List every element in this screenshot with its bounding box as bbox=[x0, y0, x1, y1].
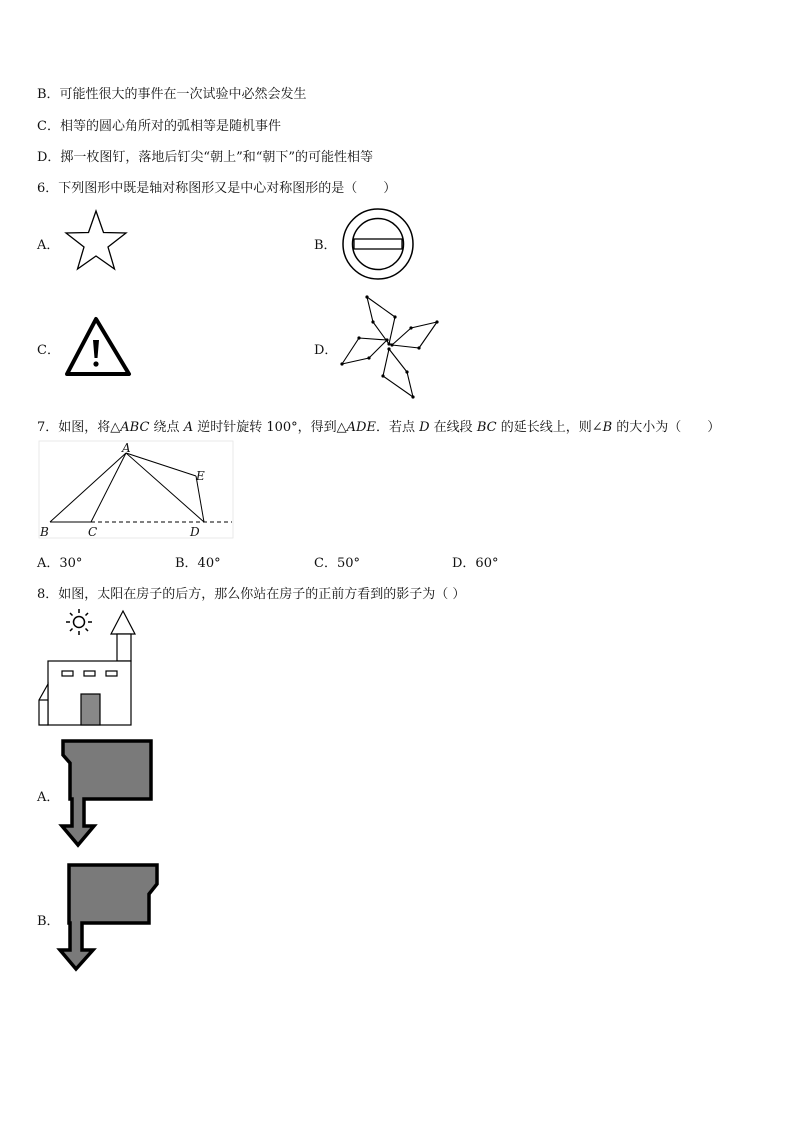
warning-triangle-figure bbox=[64, 316, 132, 378]
shadow-shape-b-icon bbox=[60, 862, 162, 976]
q6-option-b-label: B． bbox=[314, 238, 337, 253]
q5-option-d: D．掷一枚图钉，落地后钉尖“朝上”和“朝下”的可能性相等 bbox=[37, 150, 374, 165]
warning-icon bbox=[64, 316, 132, 378]
shadow-shape-a-icon bbox=[60, 738, 156, 850]
shadow-option-b bbox=[60, 862, 162, 976]
sun-icon bbox=[66, 609, 92, 635]
q7-option-c: C．50° bbox=[314, 556, 360, 571]
label-d: D bbox=[190, 525, 200, 539]
house-figure bbox=[37, 606, 137, 728]
q7-option-d: D．60° bbox=[452, 556, 499, 571]
q6-stem: 6．下列图形中既是轴对称图形又是中心对称图形的是（ ） bbox=[37, 181, 397, 196]
q5-option-c: C．相等的圆心角所对的弧相等是随机事件 bbox=[37, 119, 281, 134]
ring-with-bar-icon bbox=[341, 207, 415, 281]
q7-triangle-figure bbox=[36, 440, 236, 544]
pinwheel-icon bbox=[337, 292, 443, 404]
label-e: E bbox=[196, 469, 205, 483]
label-a: A bbox=[122, 441, 131, 455]
house-icon bbox=[39, 611, 135, 725]
q7-option-a: A．30° bbox=[37, 556, 83, 571]
label-b: B bbox=[40, 525, 49, 539]
label-c: C bbox=[88, 525, 98, 539]
q8-option-b-label: B． bbox=[37, 914, 60, 929]
pinwheel-figure bbox=[337, 292, 443, 404]
q6-option-a-label: A． bbox=[37, 238, 60, 253]
q5-option-b: B．可能性很大的事件在一次试验中必然会发生 bbox=[37, 87, 307, 102]
star-figure bbox=[63, 208, 129, 274]
q7-option-b: B．40° bbox=[175, 556, 221, 571]
star-icon bbox=[63, 208, 129, 274]
shadow-option-a bbox=[60, 738, 156, 850]
ring-figure bbox=[341, 207, 415, 281]
q8-option-a-label: A． bbox=[37, 790, 60, 805]
q6-option-d-label: D． bbox=[314, 343, 338, 358]
q6-option-c-label: C． bbox=[37, 343, 60, 358]
q8-stem: 8．如图，太阳在房子的后方，那么你站在房子的正前方看到的影子为（ ） bbox=[37, 587, 466, 602]
q7-stem: 7．如图，将△ABC 绕点 A 逆时针旋转 100°，得到△ADE．若点 D 在线段 BC 的延长线上，则∠B 的大小为（ ） bbox=[37, 420, 721, 435]
